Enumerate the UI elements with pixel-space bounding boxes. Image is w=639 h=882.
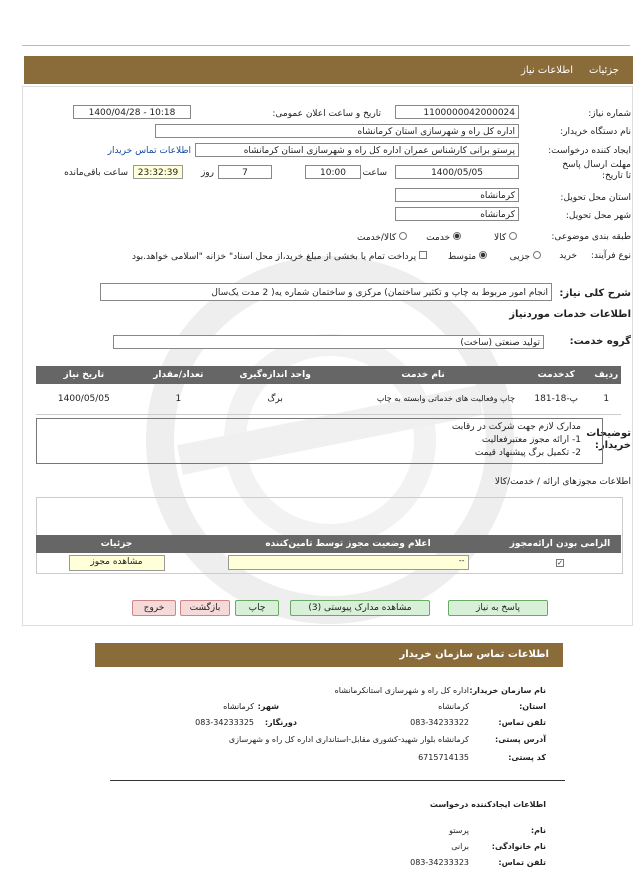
header-bar (24, 56, 633, 84)
reply-button[interactable]: پاسخ به نیاز (448, 600, 548, 616)
category-service-label: خدمت (426, 233, 451, 243)
category-goods-label: کالا (493, 233, 507, 243)
summary-label: شرح کلی نیاز: (559, 288, 631, 299)
radio-icon[interactable] (399, 232, 407, 240)
org-name-value: اداره کل راه و شهرسازی استانکرمانشاه (334, 686, 469, 695)
checkbox-checked-icon: ✓ (557, 558, 563, 567)
province-value-contact: کرمانشاه (438, 702, 469, 711)
announce-field: 1400/04/28 - 10:18 (73, 105, 191, 119)
cell-details (36, 553, 197, 573)
col-details: جزئیات (36, 535, 197, 553)
org-name-label: نام سازمان خریدار: (469, 686, 546, 695)
process-partial-option[interactable] (510, 251, 541, 262)
deadline-label: مهلت ارسال پاسخ تا تاریخ: (562, 160, 631, 181)
cell-status (197, 553, 499, 573)
phone-label-contact: تلفن تماس: (498, 718, 546, 727)
col-name: نام خدمت (325, 366, 521, 384)
services-table (36, 366, 621, 415)
checkbox-icon[interactable] (419, 251, 427, 259)
contact-title: اطلاعات تماس سازمان خریدار (399, 649, 549, 660)
contact-divider (110, 780, 565, 781)
city-value-contact: کرمانشاه (223, 702, 254, 711)
col-status: اعلام وضعیت مجوز توسط تامین‌کننده (197, 535, 499, 553)
creator-phone-label: تلفن تماس: (498, 858, 546, 867)
fax-label: دورنگار: (264, 718, 297, 727)
notes-line-3: 2- تکمیل برگ پیشنهاد قیمت (474, 448, 581, 458)
col-code: کدخدمت (521, 366, 592, 384)
attachments-button[interactable]: مشاهده مدارک پیوستی (3) (290, 600, 430, 616)
buyer-org-field: اداره کل راه و شهرسازی استان کرمانشاه (155, 124, 519, 138)
fax-value: 083-34233325 (195, 718, 254, 727)
permits-table (36, 535, 621, 574)
creator-name-value: پرستو (449, 826, 469, 835)
cell-required (499, 553, 621, 573)
creator-family-label: نام خانوادگی: (491, 842, 546, 851)
table-row (36, 553, 621, 573)
postal-label: کد پستی: (508, 753, 546, 762)
announce-label: تاریخ و ساعت اعلان عمومی: (272, 109, 381, 119)
day-label: روز (200, 168, 214, 178)
col-required: الزامی بودن ارائه‌مجوز (499, 535, 621, 553)
category-both-option[interactable] (357, 232, 407, 243)
need-number-label: شماره نیاز: (588, 109, 631, 119)
cell-unit: برگ (225, 384, 325, 414)
creator-family-value: برانی (451, 842, 469, 851)
address-label: آدرس پستی: (495, 735, 546, 744)
days-field: 7 (218, 165, 272, 179)
top-divider (22, 45, 630, 46)
category-label: طبقه بندی موضوعی: (551, 232, 631, 242)
exit-button[interactable]: خروج (132, 600, 176, 616)
payment-note: پرداخت تمام یا بخشی از مبلغ خرید،از محل اسناد" خزانه "اسلامی خواهد.بود (131, 252, 417, 262)
process-buy: خرید (559, 251, 577, 261)
contact-bar (95, 643, 563, 667)
process-partial-label: جزیی (509, 252, 531, 262)
notes-line-1: مدارک لازم جهت شرکت در رقابت (451, 422, 581, 432)
col-row: ردیف (592, 366, 621, 384)
col-date: تاریخ نیاز (36, 366, 132, 384)
hour-label: ساعت (362, 168, 387, 178)
process-medium-option[interactable] (448, 251, 487, 262)
creator-field: پرستو برانی کارشناس عمران اداره کل راه و شهرسازی استان کرمانشاه (195, 143, 519, 157)
process-label: نوع فرآیند: (590, 251, 631, 261)
payment-checkbox-row[interactable] (132, 251, 427, 262)
process-medium-label: متوسط (447, 252, 477, 262)
remaining-label: ساعت باقی‌مانده (64, 168, 128, 178)
cell-date: 1400/05/05 (36, 384, 132, 414)
province-label-contact: استان: (519, 702, 546, 711)
province-field: کرمانشاه (395, 188, 519, 202)
status-field: -- (228, 555, 469, 570)
service-group-label: گروه خدمت: (569, 336, 631, 347)
postal-value: 6715714135 (418, 753, 469, 762)
deadline-time-field: 10:00 (305, 165, 361, 179)
phone-value-contact: 083-34233322 (410, 718, 469, 727)
notes-line-2: 1- ارائه مجوز معتبرفعالیت (481, 435, 581, 445)
creator-name-label: نام: (530, 826, 546, 835)
cell-row: 1 (592, 384, 621, 414)
buyer-org-label: نام دستگاه خریدار: (560, 127, 631, 137)
province-label: استان محل تحویل: (560, 193, 631, 203)
back-button[interactable]: بازگشت (180, 600, 230, 616)
cell-qty: 1 (132, 384, 225, 414)
address-value: کرمانشاه بلوار شهید-کشوری مقابل-استانداری اداره کل راه و شهرسازی (228, 735, 469, 744)
radio-icon[interactable] (533, 251, 541, 259)
permits-title: اطلاعات مجوزهای ارائه / خدمت/کالا (494, 477, 631, 487)
city-label-contact: شهر: (257, 702, 279, 711)
col-qty: تعداد/مقدار (132, 366, 225, 384)
notes-label: توضیحات خریدار: (586, 428, 631, 451)
deadline-date-field: 1400/05/05 (395, 165, 519, 179)
city-label: شهر محل تحویل: (565, 211, 631, 221)
cell-code: پ-18-181 (521, 384, 592, 414)
col-unit: واحد اندازه‌گیری (225, 366, 325, 384)
city-field: کرمانشاه (395, 207, 519, 221)
services-section-title: اطلاعات خدمات موردنیاز (509, 309, 631, 320)
category-both-label: کالا/خدمت (356, 233, 397, 243)
remaining-time-field: 23:32:39 (133, 165, 183, 179)
cell-name: چاپ وفعالیت های خدماتی وابسته به چاپ (325, 384, 521, 414)
creator-phone-value: 083-34233323 (410, 858, 469, 867)
view-permit-button[interactable]: مشاهده مجوز (69, 555, 165, 571)
radio-selected-icon[interactable] (479, 251, 487, 259)
radio-selected-icon[interactable] (453, 232, 461, 240)
creator-info-title: اطلاعات ایجادکننده درخواست (429, 800, 546, 809)
tab-need-info[interactable]: اطلاعات نیاز (521, 65, 573, 76)
creator-label: ایجاد کننده درخواست: (548, 146, 631, 156)
print-button[interactable]: چاپ (235, 600, 279, 616)
radio-icon[interactable] (509, 232, 517, 240)
buyer-contact-link[interactable]: اطلاعات تماس خریدار (107, 146, 191, 156)
service-group-field: تولید صنعتی (ساخت) (113, 335, 544, 349)
category-goods-option[interactable] (494, 232, 517, 243)
summary-field: انجام امور مربوط به چاپ و تکثیر ساختمان) مرکزی و ساختمان شماره یه( 2 مدت یک‌سال (100, 283, 552, 301)
category-service-option[interactable] (426, 232, 461, 243)
tab-details[interactable]: جزئیات (589, 65, 619, 76)
table-row (36, 384, 621, 414)
need-number-field: 1100000042000024 (395, 105, 519, 119)
